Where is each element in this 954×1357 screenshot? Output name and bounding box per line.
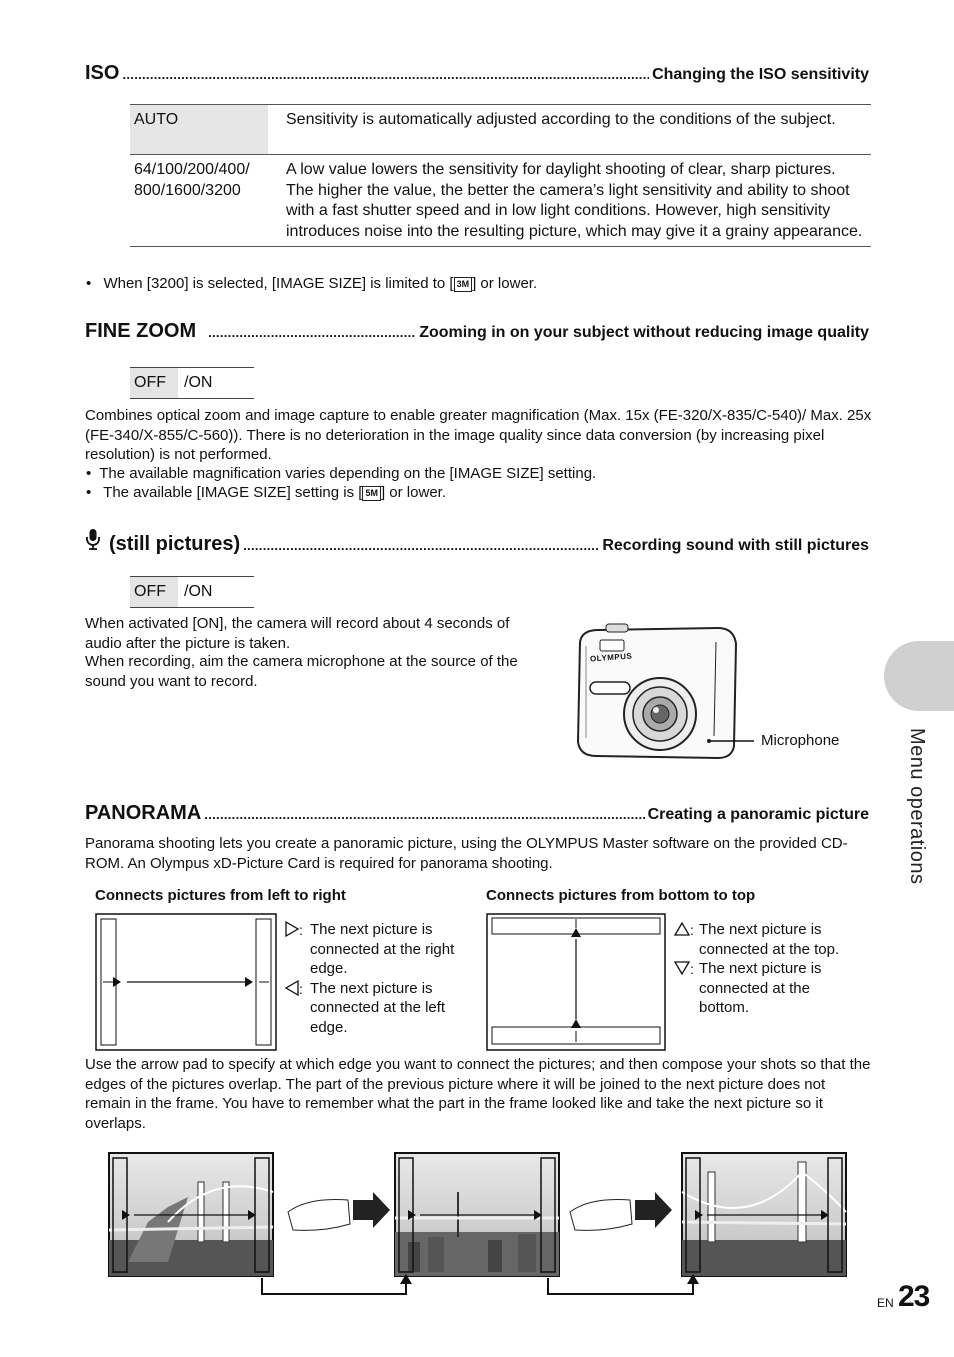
left-right-diagram [95,913,277,1051]
iso-heading [85,62,869,85]
still-pictures-body-2: When recording, aim the camera microphone at the source of the sound you want to record. [85,653,518,690]
up-arrow-icon [673,920,699,959]
option-on: /ON [184,583,213,600]
camera-illustration [568,622,768,762]
svg-text::: : [299,980,303,997]
down-arrow-icon [673,959,699,1018]
footer-language: EN [877,1296,894,1310]
legend-text: The next picture is connected at the bottom. [699,960,822,1016]
panorama-description: Creating a panoramic picture [647,806,869,823]
fine-zoom-description: Zooming in on your subject without reducing image quality [419,324,869,341]
bottom-top-title: Connects pictures from bottom to top [486,887,756,904]
left-arrow-icon [284,979,310,1038]
still-pictures-body-1: When activated [ON], the camera will record about 4 seconds of audio after the picture is taken. [85,615,510,652]
left-right-title: Connects pictures from left to right [95,887,346,904]
legend-text: The next picture is connected at the left edge. [310,979,446,1036]
still-pictures-description: Recording sound with still pictures [602,537,869,554]
iso-note-text-end: ] or lower. [472,275,538,292]
panorama-instructions: Use the arrow pad to specify at which edge you want to connect the pictures; and then compose your shots so that the edges of the pictures overlap. The part of the previous picture where it will be joined to the next picture does not remain in the frame. You have to remember what the part in the frame looked like and take the next picture so it overlaps. [85,1056,871,1132]
table-row [130,105,871,155]
bullet-text: The available [IMAGE SIZE] setting is [ [103,484,363,501]
image-size-3m-icon: 3M [454,277,473,292]
legend-text: The next picture is connected at the top. [699,921,840,958]
photo-frame-3 [682,1153,846,1276]
page-number: 23 [898,1280,930,1313]
fine-zoom-title: FINE ZOOM [85,320,197,342]
svg-text::: : [690,922,694,938]
svg-text::: : [690,961,694,977]
leader-dots [243,538,599,553]
panorama-heading [85,802,869,825]
image-size-5m-icon: 5M [362,486,381,501]
svg-text::: : [299,922,303,938]
iso-option-key: 64/100/200/400/ 800/1600/3200 [134,161,250,199]
fine-zoom-heading [85,320,869,343]
photo-frame-1 [109,1153,273,1276]
iso-title: ISO [85,62,120,84]
side-tab-marker [884,641,954,711]
iso-description: Changing the ISO sensitivity [652,66,869,83]
iso-option-key: AUTO [130,105,268,155]
camera-brand: OLYMPUS [589,651,633,664]
fine-zoom-options [130,367,254,399]
side-tab-label: Menu operations [906,728,928,885]
option-on: /ON [184,374,213,391]
iso-note [86,274,537,294]
left-right-legend [284,920,469,1037]
iso-note-text: When [3200] is selected, [IMAGE SIZE] is limited to [ [103,275,454,292]
leader-dots [208,325,416,340]
fine-zoom-bullet: • The available magnification varies depending on the [IMAGE SIZE] setting. [86,464,596,484]
option-off: OFF [130,577,178,607]
microphone-callout: Microphone [761,732,840,749]
option-off: OFF [130,368,178,398]
table-row [130,155,871,247]
microphone-icon [85,528,105,555]
bullet-text-end: ] or lower. [380,484,446,501]
leader-dots [204,807,644,822]
still-pictures-heading [85,528,869,556]
still-pictures-title: (still pictures) [109,533,241,555]
panorama-body: Panorama shooting lets you create a panoramic picture, using the OLYMPUS Master software on the provided CD-ROM. An Olympus xD-Picture Card is required for panorama shooting. [85,835,848,872]
still-pictures-options [130,576,254,608]
bottom-top-legend [673,920,863,1018]
iso-option-value: Sensitivity is automatically adjusted according to the conditions of the subject. [286,111,836,128]
fine-zoom-body: Combines optical zoom and image capture to enable greater magnification (Max. 15x (FE-320/X-835/C-540)/ Max. 25x (FE-340/X-855/C-560)). There is no deterioration in the image quality since data conversion (by increasing pixel resolution) is not performed. [85,407,872,463]
legend-text: The next picture is connected at the right edge. [310,921,455,977]
bottom-top-diagram [486,913,666,1051]
fine-zoom-bullet [86,483,446,503]
right-arrow-icon [284,920,310,979]
iso-option-value: A low value lowers the sensitivity for daylight shooting of clear, sharp pictures. The higher the value, the better the camera’s light sensitivity and ability to shoot with a fast shutter speed and in low light conditions. However, high sensitivity introduces noise into the resulting picture, which may give it a grainy appearance. [286,161,863,240]
panorama-sequence-illustration [108,1152,848,1302]
iso-table [130,104,871,247]
panorama-title: PANORAMA [85,802,202,824]
photo-frame-2 [395,1153,559,1276]
leader-dots [122,67,649,82]
